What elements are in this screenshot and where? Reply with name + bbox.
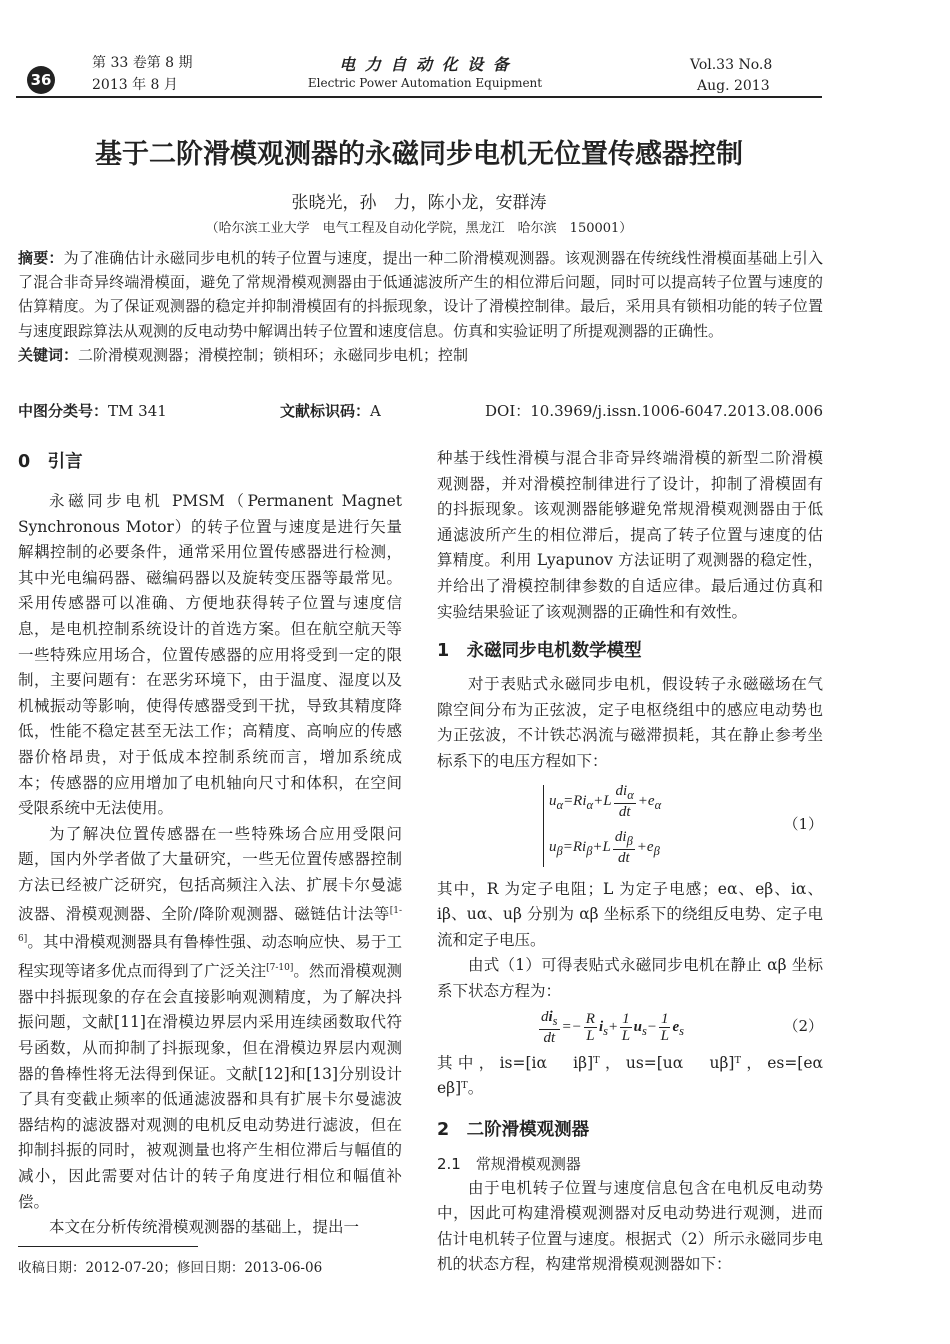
- doi-value: 10.3969/j.issn.1006-6047.2013.08.006: [530, 402, 823, 420]
- vector-definitions: 其中，is=[iα iβ]ᵀ，us=[uα uβ]ᵀ，es=[eα eβ]ᵀ。: [437, 1053, 839, 1098]
- page-number-badge: 36: [27, 66, 55, 94]
- citation-7-10: [7-10]: [266, 963, 294, 973]
- equation-2-number: （2）: [783, 1016, 823, 1035]
- equation-1-alpha: $u_\alpha=Ri_\alpha+L$ $\frac{di_\alpha}{dt}$ $+e_\alpha$: [549, 782, 662, 820]
- journal-title-cn: 电 力 自 动 化 设 备: [339, 55, 511, 74]
- citation-1-6: [1-6]: [18, 905, 402, 945]
- date-en: Aug. 2013: [697, 78, 770, 94]
- date-cn: 2013 年 8 月: [92, 77, 178, 93]
- keywords-text: 二阶滑模观测器；滑模控制；锁相环；永磁同步电机；控制: [78, 345, 469, 364]
- section-2-1-heading: 2.1 常规滑模观测器: [437, 1154, 581, 1173]
- received-date-footnote: 收稿日期：2012-07-20；修回日期：2013-06-06: [18, 1260, 323, 1276]
- model-paragraph: 对于表贴式永磁同步电机，假设转子永磁磁场在气隙空间分布为正弦波，定子电枢绕组中的感应电动势也为正弦波，不计铁芯涡流与磁滞损耗，其在静止参考坐标系下的电压方程如下：: [437, 675, 823, 770]
- intro-p2-part-b: 。其中滑模观测器具有鲁棒性强、动态响应快、易于工程实现等诸多优点而得到了广泛关注: [18, 933, 402, 981]
- intro-paragraph-3: 本文在分析传统滑模观测器的基础上，提出一: [49, 1218, 360, 1237]
- clc-label: 中图分类号：: [18, 402, 109, 420]
- equation-2: [437, 1005, 823, 1051]
- abstract-label: 摘要：: [18, 249, 64, 267]
- section-2-heading: 2 二阶滑模观测器: [437, 1119, 590, 1140]
- left-column: [18, 446, 402, 1241]
- header-rule: [16, 96, 822, 98]
- symbol-definitions: 其中，R 为定子电阻；L 为定子电感；eα、eβ、iα、iβ、uα、uβ 分别为 αβ 坐标系下的绕组反电势、定子电流和定子电压。: [437, 879, 823, 949]
- abstract-text: 为了准确估计永磁同步电机的转子位置与速度，提出一种二阶滑模观测器。该观测器在传统线性滑模面基础上引入了混合非奇异终端滑模面，避免了常规滑模观测器由于低通滤波所产生的相位滞后问题，同时可以提高转子位置与速度的估算精度。为了保证观测器的稳定并抑制滑模固有的抖振现象，设计了滑模控制律。最后，采用具有锁相功能的转子位置与速度跟踪算法从观测的反电动势中解调出转子位置和速度信息。仿真和实验证明了所提观测器的正确性。: [18, 249, 823, 340]
- equation-1-brace: [543, 785, 544, 867]
- clc-value: TM 341: [108, 402, 167, 420]
- classification-line: [18, 400, 823, 422]
- equation-1-number: （1）: [783, 814, 823, 833]
- volume-cn: 第 33 卷第 8 期: [92, 55, 193, 71]
- affiliation: （哈尔滨工业大学 电气工程及自动化学院，黑龙江 哈尔滨 150001）: [205, 221, 633, 236]
- equation-1: [437, 777, 823, 877]
- smo-paragraph: 由于电机转子位置与速度信息包含在电机反电动势中，因此可构建滑模观测器对反电动势进行观测，进而估计电机转子位置与速度。根据式（2）所示永磁同步电机的状态方程，构建常规滑模观测器如下：: [437, 1178, 823, 1274]
- footnote-rule: [18, 1246, 198, 1247]
- authors: 张晓光，孙 力，陈小龙，安群涛: [291, 193, 547, 213]
- equation-1-beta: $u_\beta=Ri_\beta+L$ $\frac{di_\beta}{dt}$ $+e_\beta$: [549, 828, 660, 866]
- journal-title-en: Electric Power Automation Equipment: [307, 76, 543, 90]
- doc-code-value: A: [370, 402, 381, 420]
- intro-p2-part-a: 为了解决位置传感器在一些特殊场合应用受限问题，国内外学者做了大量研究，一些无位置传感器控制方法已经被广泛研究，包括高频注入法、扩展卡尔曼滤波器、滑模观测器、全阶/降阶观测器、磁链估计法等: [18, 824, 402, 923]
- abstract: [18, 246, 823, 367]
- right-column: [437, 446, 839, 1278]
- doc-code-label: 文献标识码：: [280, 402, 371, 420]
- state-equation-intro: 由式（1）可得表贴式永磁同步电机在静止 αβ 坐标系下状态方程为：: [437, 956, 823, 1000]
- intro-paragraph-2: [18, 822, 402, 1215]
- intro-p2-part-c: 。然而滑模观测器中抖振现象的存在会直接影响观测精度，为了解决抖振问题，文献[11]在滑模边界层内采用连续函数取代符号函数，从而抑制了抖振现象，但在滑模边界层内观测器的鲁棒性将无法得到保证。文献[12]和[13]分别设计了具有变截止频率的低通滤波器和具有扩展卡尔曼滤波器结构的滤波器对观测的电机反电动势进行滤波，但在抑制抖振的同时，被观测量也将产生相位滞后与幅值的减小，因此需要对估计的转子角度进行相位和幅值补偿。: [18, 962, 402, 1211]
- section-0-heading: 0 引言: [18, 452, 83, 472]
- doi-label: DOI：: [485, 402, 531, 420]
- section-1-heading: 1 永磁同步电机数学模型: [437, 641, 642, 662]
- volume-en: Vol.33 No.8: [690, 57, 773, 73]
- intro-paragraph-1: 永磁同步电机 PMSM（Permanent Magnet Synchronous Motor）的转子位置与速度是进行矢量解耦控制的必要条件，通常采用位置传感器进行检测，其中光电编码器、磁编码器以及旋转变压器等最常见。采用传感器可以准确、方便地获得转子位置与速度信息，是电机控制系统设计的首选方案。但在航空航天等一些特殊应用场合，位置传感器的应用将受到一定的限制，主要问题有：在恶劣环境下，由于温度、湿度以及机械振动等影响，使得传感器受到干扰，导致其精度降低，性能不稳定甚至无法工作；高精度、高响应的传感器价格昂贵，对于低成本控制系统而言，增加系统成本；传感器的应用增加了电机轴向尺寸和体积，在空间受限系统中无法使用。: [18, 492, 402, 818]
- equation-2-body: $\frac{di_s}{dt}$ =− $\frac{R}{L}$ $i_s+$ $\frac{1}{L}$ $u_s-$ $\frac{1}{L}$ $e_s$: [541, 1008, 685, 1046]
- paper-title: 基于二阶滑模观测器的永磁同步电机无位置传感器控制: [95, 139, 743, 170]
- right-paragraph-1: 种基于线性滑模与混合非奇异终端滑模的新型二阶滑模观测器，并对滑模控制律进行了设计，抑制了滑模固有的抖振现象。该观测器能够避免常规滑模观测器由于低通滤波所产生的相位滞后，提高了转子位置与速度的估算精度。利用 Lyapunov 方法证明了观测器的稳定性，并给出了滑模控制律参数的自适应律。最后通过仿真和实验结果验证了该观测器的正确性和有效性。: [437, 449, 823, 621]
- keywords-label: 关键词：: [18, 345, 79, 364]
